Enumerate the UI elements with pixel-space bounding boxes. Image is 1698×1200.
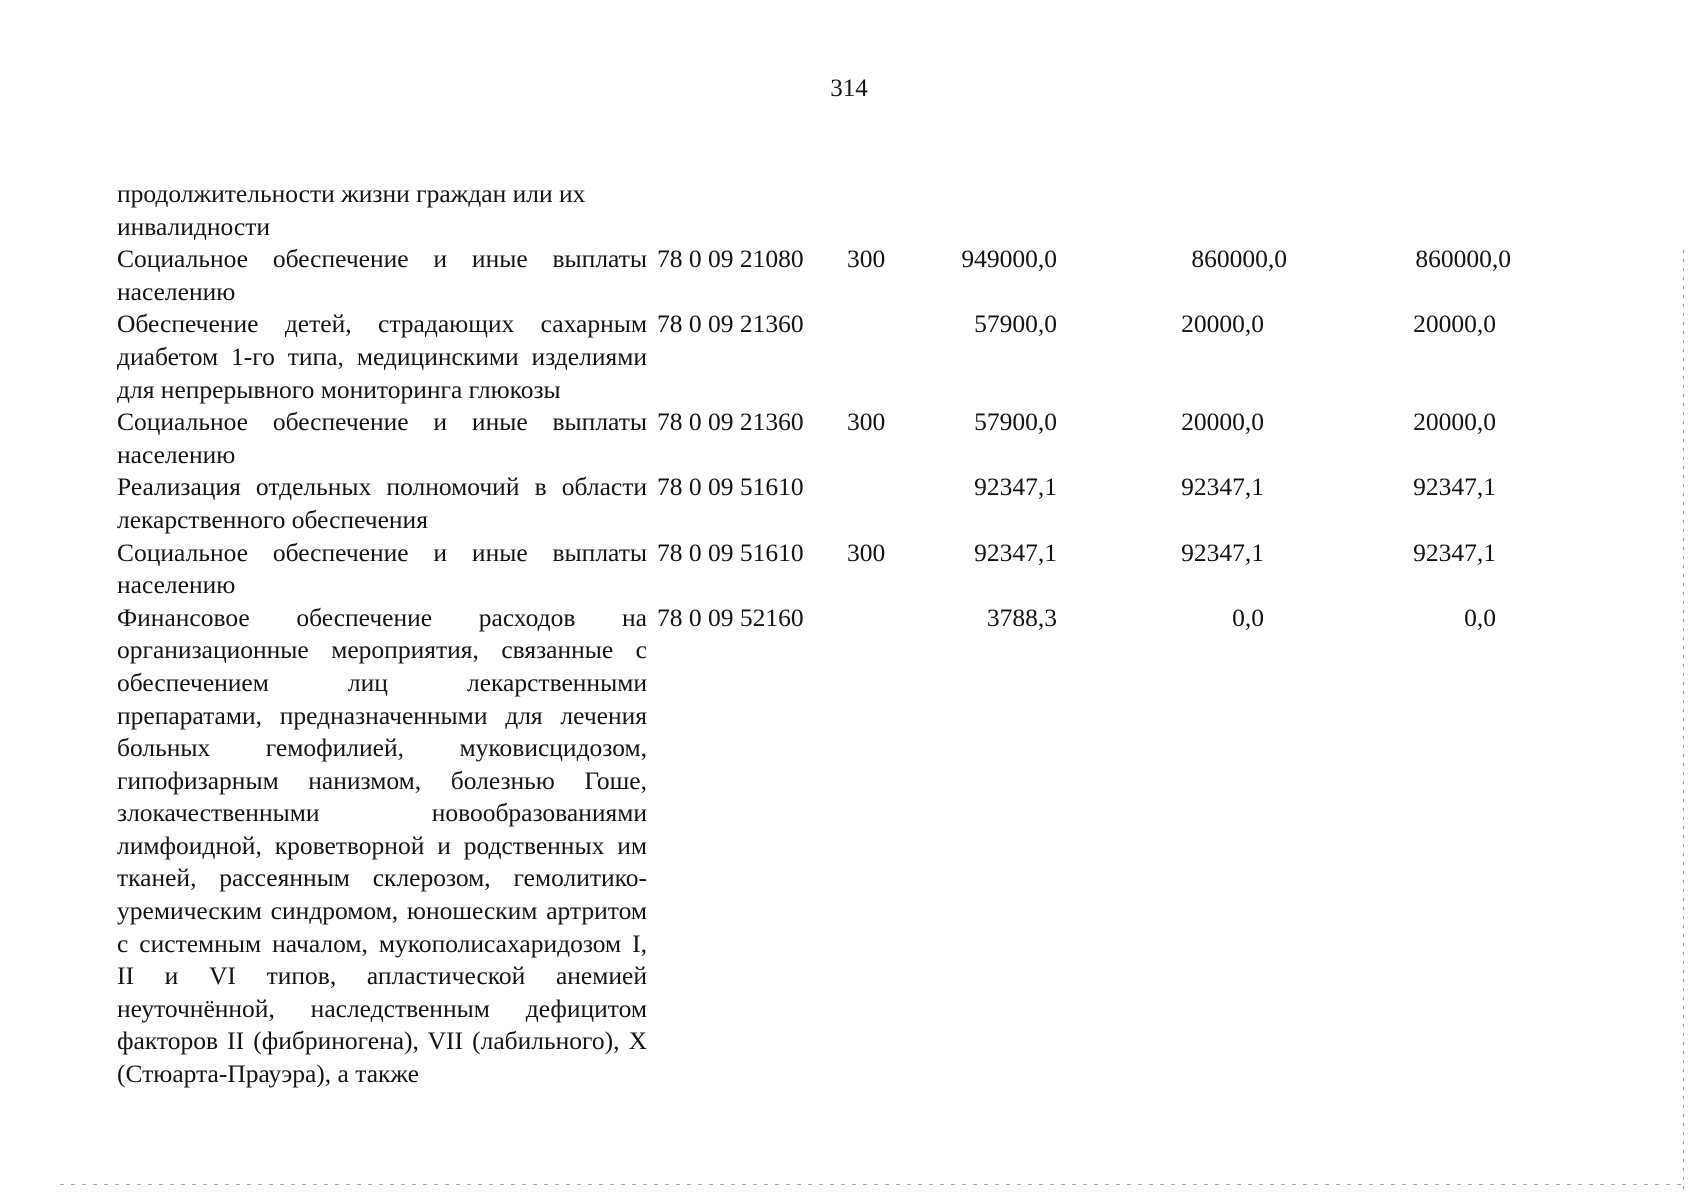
row-name: Социальное обеспечение и иные выплаты населению [117, 244, 647, 306]
row-type: 300 [847, 244, 886, 274]
row-type: 300 [847, 407, 886, 437]
row-value-3: 20000,0 [1413, 407, 1496, 437]
row-value-1: 3788,3 [986, 602, 1057, 632]
row-value-3: 92347,1 [1413, 537, 1496, 567]
row-value-3: 20000,0 [1413, 309, 1496, 339]
row-value-3: 92347,1 [1413, 472, 1496, 502]
table-row [117, 406, 1557, 471]
row-name: Обеспечение детей, страдающих сахарным диабетом 1-го типа, медицинскими изделиями для непрерывного мониторинга глюкозы [117, 309, 647, 404]
row-code: 78 0 09 21360 [657, 309, 804, 339]
row-code: 78 0 09 21360 [657, 407, 804, 437]
row-value-2: 92347,1 [1181, 472, 1264, 502]
table-row [117, 537, 1557, 602]
row-code: 78 0 09 52160 [657, 602, 804, 632]
row-name: Социальное обеспечение и иные выплаты населению [117, 537, 647, 600]
row-type: 300 [847, 537, 886, 567]
row-name: Реализация отдельных полномочий в области лекарственного обеспечения [117, 472, 647, 534]
row-value-2: 20000,0 [1181, 309, 1264, 339]
row-name: Социальное обеспечение и иные выплаты населению [117, 407, 647, 469]
row-value-1: 57900,0 [974, 309, 1057, 339]
row-value-1: 92347,1 [974, 537, 1057, 567]
row-value-1: 92347,1 [974, 472, 1057, 502]
row-value-3: 0,0 [1464, 602, 1496, 632]
row-code: 78 0 09 21080 [657, 244, 804, 274]
row-name: Финансовое обеспечение расходов на организационные мероприятия, связанные с обеспечением лиц лекарственными препаратами, предназначенными для лечения больных гемофилией, муковисцидозом, гипофизарным нанизмом, болезнью Гоше, злокачественными новообразованиями лимфоидной, кроветворной и родственных им тканей, рассеянным склерозом, гемолитико-уремическим синдромом, юношеским артритом с системным началом, мукополисахаридозом I, II и VI типов, апластической анемией неуточнённой, наследственным дефицитом факторов II (фибриногена), VII (лабильного), X (Стюарта-Прауэра), а также [117, 602, 647, 1089]
table-row [117, 602, 1557, 1091]
scan-edge-right [1683, 250, 1684, 1190]
row-value-3: 860000,0 [1415, 244, 1511, 274]
table-row [117, 471, 1557, 536]
row-value-1: 57900,0 [974, 407, 1057, 437]
budget-table [117, 178, 1557, 1091]
row-value-1: 949000,0 [961, 244, 1057, 274]
table-row [117, 178, 1557, 243]
scan-edge-bottom [60, 1184, 1685, 1185]
table-row [117, 243, 1557, 308]
row-value-2: 20000,0 [1181, 407, 1264, 437]
row-value-2: 0,0 [1232, 602, 1264, 632]
row-value-2: 92347,1 [1181, 537, 1264, 567]
row-value-2: 860000,0 [1191, 244, 1287, 274]
row-code: 78 0 09 51610 [657, 472, 804, 502]
row-code: 78 0 09 51610 [657, 537, 804, 567]
page-number: 314 [830, 75, 868, 102]
row-name: продолжительности жизни граждан или их инвалидности [117, 179, 586, 241]
table-row [117, 308, 1557, 406]
